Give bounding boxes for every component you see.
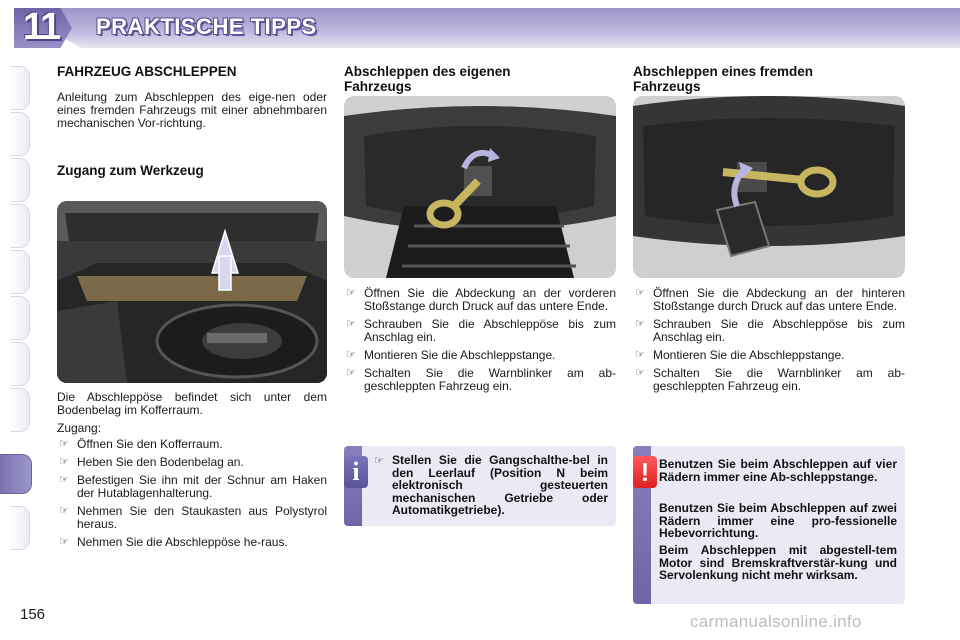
watermark: carmanualsonline.info — [690, 612, 862, 631]
side-tab[interactable] — [10, 66, 30, 110]
pointing-hand-icon: ☞ — [346, 287, 356, 299]
section-title: FAHRZEUG ABSCHLEPPEN — [57, 64, 237, 79]
pointing-hand-icon: ☞ — [346, 318, 356, 330]
pointing-hand-icon: ☞ — [635, 349, 645, 361]
page-header — [0, 0, 960, 56]
rear-bumper-photo — [633, 96, 905, 278]
list-item: ☞ Montieren Sie die Abschleppstange. — [635, 348, 845, 362]
list-item: ☞ Schrauben Sie die Abschleppöse bis zum Anschlag ein. — [635, 317, 905, 344]
info-icon: i — [344, 456, 368, 488]
location-text: Die Abschleppöse befindet sich unter dem Bodenbelag im Kofferraum. — [57, 390, 327, 417]
warning-note — [633, 446, 905, 604]
pointing-hand-icon: ☞ — [59, 474, 69, 486]
warning-text-3: Beim Abschleppen mit abgestell-tem Motor sind Bremskraftverstär-kung und Servolenkung nicht mehr wirksam. — [659, 543, 897, 582]
list-item: ☞ Schrauben Sie die Abschleppöse bis zum Anschlag ein. — [346, 317, 616, 344]
left-column-lower — [57, 391, 327, 549]
pointing-hand-icon: ☞ — [635, 318, 645, 330]
side-tab-active[interactable] — [0, 454, 32, 494]
middle-column — [344, 60, 616, 94]
subsection-title: Zugang zum Werkzeug — [57, 163, 204, 178]
right-column — [633, 60, 905, 94]
list-item: ☞ Schalten Sie die Warnblinker am ab-geschleppten Fahrzeug ein. — [346, 366, 616, 393]
side-tab[interactable] — [10, 388, 30, 432]
page-number: 156 — [20, 606, 46, 623]
side-tab[interactable] — [10, 342, 30, 386]
info-note — [344, 446, 616, 526]
pointing-hand-icon: ☞ — [59, 438, 69, 450]
middle-steps — [344, 287, 616, 393]
list-item: ☞ Öffnen Sie den Kofferraum. — [59, 437, 223, 451]
right-steps — [633, 287, 905, 393]
access-label: Zugang: — [57, 421, 102, 435]
list-item: ☞ Öffnen Sie die Abdeckung an der vorderen Stoßstange durch Druck auf das untere Ende. — [346, 286, 616, 313]
page-title: PRAKTISCHE TIPPS — [96, 14, 317, 39]
list-item: ☞ Heben Sie den Bodenbelag an. — [59, 455, 244, 469]
chapter-number: 11 — [22, 6, 60, 48]
side-tab[interactable] — [10, 204, 30, 248]
front-bumper-photo — [344, 96, 616, 278]
side-tab[interactable] — [10, 250, 30, 294]
warning-text-2: Benutzen Sie beim Abschleppen auf zwei Rädern immer eine pro-fessionelle Hebevorrichtung. — [659, 501, 897, 540]
pointing-hand-icon: ☞ — [635, 287, 645, 299]
warning-icon: ! — [633, 456, 657, 488]
trunk-photo — [57, 201, 327, 383]
pointing-hand-icon: ☞ — [346, 349, 356, 361]
list-item: ☞ Montieren Sie die Abschleppstange. — [346, 348, 556, 362]
pointing-hand-icon: ☞ — [59, 456, 69, 468]
section-title: Abschleppen des eigenen Fahrzeugs — [344, 64, 511, 94]
list-item: ☞ Nehmen Sie den Staukasten aus Polystyrol heraus. — [59, 504, 327, 531]
side-tab[interactable] — [10, 296, 30, 340]
list-item: ☞ Schalten Sie die Warnblinker am ab-geschleppten Fahrzeug ein. — [635, 366, 905, 393]
pointing-hand-icon: ☞ — [59, 505, 69, 517]
pointing-hand-icon: ☞ — [374, 455, 384, 467]
list-item: ☞ Nehmen Sie die Abschleppöse he-raus. — [59, 535, 288, 549]
side-tab[interactable] — [10, 158, 30, 202]
pointing-hand-icon: ☞ — [346, 367, 356, 379]
chapter-side-tabs — [0, 66, 34, 576]
section-title: Abschleppen eines fremden Fahrzeugs — [633, 64, 814, 94]
side-tab[interactable] — [10, 112, 30, 156]
pointing-hand-icon: ☞ — [59, 536, 69, 548]
list-item: ☞ Befestigen Sie ihn mit der Schnur am Haken der Hutablagenhalterung. — [59, 473, 327, 500]
side-tab[interactable] — [10, 506, 30, 550]
warning-text-1: Benutzen Sie beim Abschleppen auf vier Rädern immer eine Ab-schleppstange. — [659, 457, 897, 484]
intro-text: Anleitung zum Abschleppen des eige-nen oder eines fremden Fahrzeugs mit einer abnehmbaren mechanischen Vor-richtung. — [57, 90, 327, 130]
left-column — [57, 60, 327, 178]
pointing-hand-icon: ☞ — [635, 367, 645, 379]
list-item: ☞ Öffnen Sie die Abdeckung an der hinteren Stoßstange durch Druck auf das untere Ende. — [635, 286, 905, 313]
info-note-text: Stellen Sie die Gangschalthe-bel in den Leerlauf (Position N beim elektronisch gesteuerten mechanischen Getriebe oder Automatikgetriebe). — [392, 453, 608, 517]
